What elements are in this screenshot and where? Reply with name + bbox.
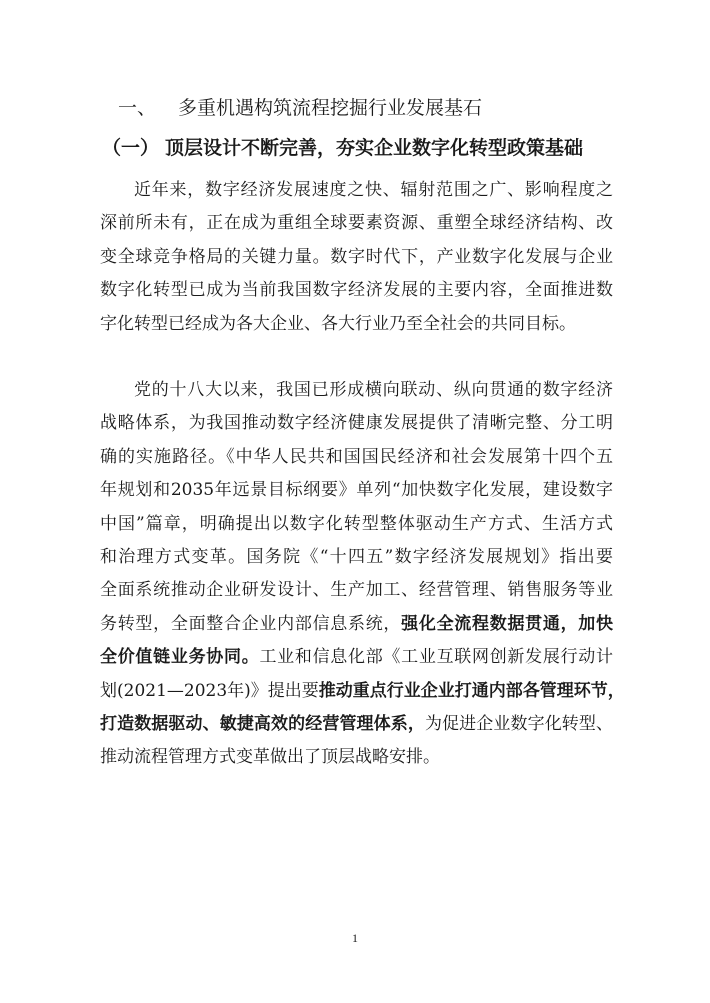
paragraph-1 [100, 174, 613, 341]
bold-text-run: 全价值链业务协同。 [100, 647, 260, 668]
text-run: 工业和信息化部《工业互联网创新发展行动计 [259, 647, 614, 668]
section-heading [118, 96, 482, 120]
text-run: 划(2021—2023年)》提出要 [100, 680, 319, 701]
bold-text-run: 推动重点行业企业打通内部各管理环节， [318, 680, 625, 701]
paragraph-line: 变全球竞争格局的关键力量。数字时代下，产业数字化发展与企业 [100, 246, 613, 267]
paragraph-line [100, 708, 613, 741]
paragraph-line: 党的十八大以来，我国已形成横向联动、纵向贯通的数字经济 [134, 380, 613, 400]
paragraph-line: 和治理方式变革。国务院《“十四五”数字经济发展规划》指出要 [100, 546, 613, 567]
section-number: 一、 [118, 97, 157, 119]
bold-text-run: 强化全流程数据贯通，加快 [401, 613, 614, 634]
subsection-number: （一） [102, 137, 160, 159]
page-number: 1 [352, 931, 358, 945]
text-run: 务转型，全面整合企业内部信息系统， [100, 613, 402, 634]
paragraph-line: 深前所未有，正在成为重组全球要素资源、重塑全球经济结构、改 [100, 213, 613, 234]
paragraph-line: 中国”篇章，明确提出以数字化转型整体驱动生产方式、生活方式 [100, 513, 613, 534]
paragraph-line: 年规划和2035年远景目标纲要》单列“加快数字化发展，建设数字 [100, 480, 613, 501]
bold-text-run: 打造数据驱动、敏捷高效的经营管理体系， [100, 713, 425, 734]
paragraph-line: 近年来，数字经济发展速度之快、辐射范围之广、影响程度之 [134, 180, 613, 200]
subsection-title: 顶层设计不断完善，夯实企业数字化转型政策基础 [165, 137, 584, 159]
section-title: 多重机遇构筑流程挖掘行业发展基石 [178, 97, 483, 119]
subsection-heading [102, 136, 583, 160]
paragraph-line: 推动流程管理方式变革做出了顶层战略安排。 [100, 747, 440, 768]
paragraph-line: 确的实施路径。《中华人民共和国国民经济和社会发展第十四个五 [100, 446, 613, 467]
paragraph-line: 字化转型已经成为各大企业、各大行业乃至全社会的共同目标。 [100, 313, 576, 334]
paragraph-2 [100, 374, 625, 775]
paragraph-line: 数字化转型已成为当前我国数字经济发展的主要内容，全面推进数 [100, 280, 613, 301]
paragraph-line [100, 675, 625, 708]
paragraph-line [100, 641, 613, 674]
paragraph-line [100, 608, 613, 641]
paragraph-line: 战略体系，为我国推动数字经济健康发展提供了清晰完整、分工明 [100, 413, 613, 434]
text-run: 为促进企业数字化转型、 [424, 713, 614, 734]
paragraph-line: 全面系统推动企业研发设计、生产加工、经营管理、销售服务等业 [100, 580, 613, 601]
